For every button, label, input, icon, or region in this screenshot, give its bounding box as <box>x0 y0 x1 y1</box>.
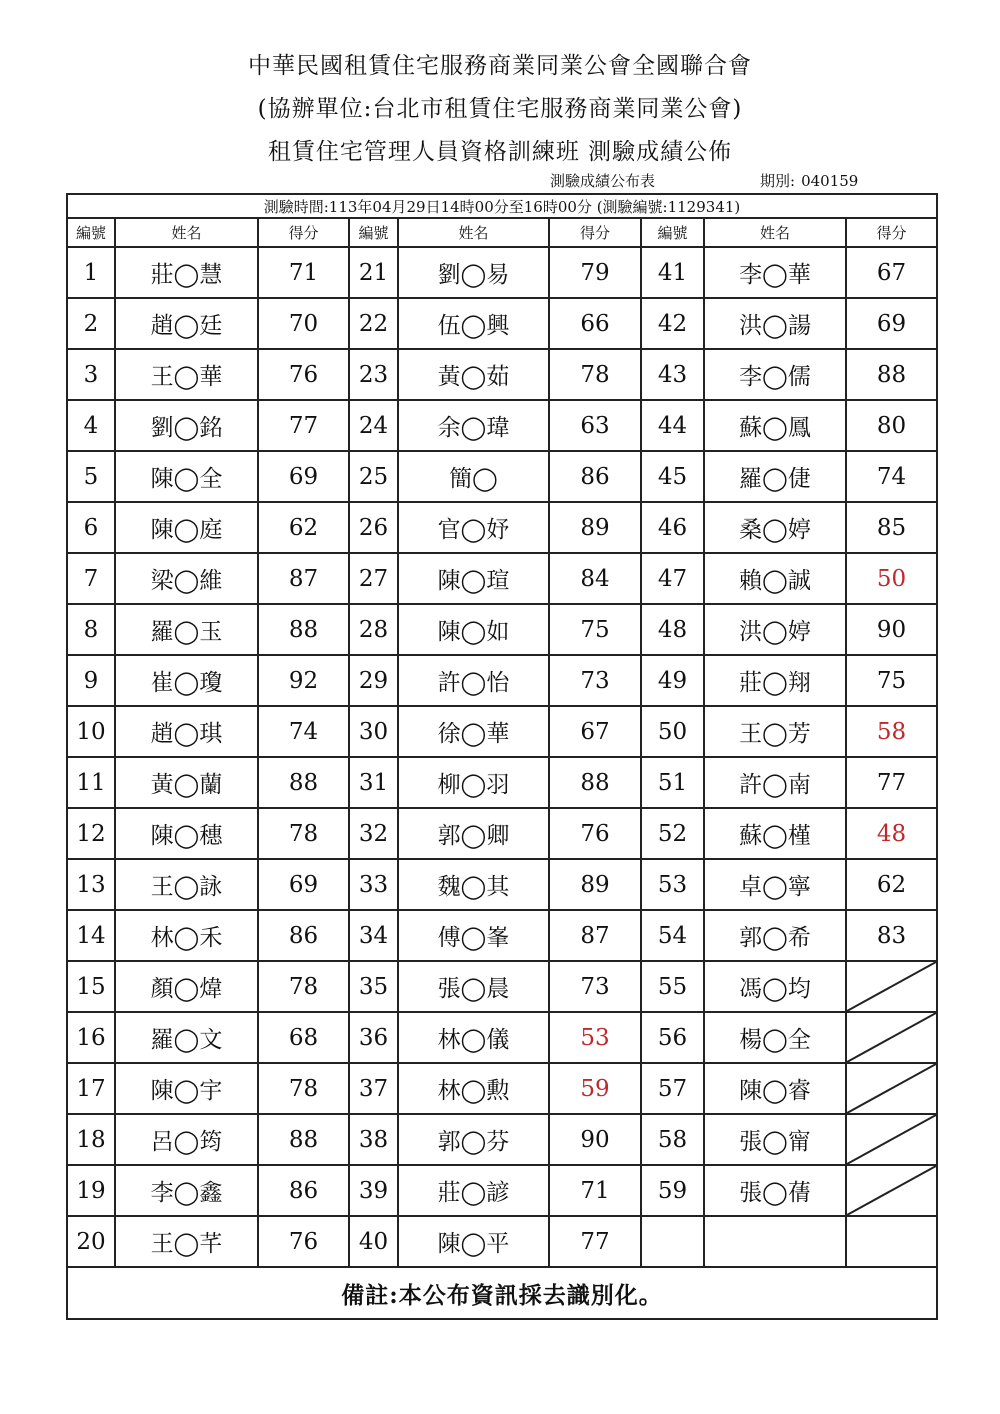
entry-id: 1 <box>67 247 115 298</box>
entry-name: 許◯南 <box>704 757 846 808</box>
entry-id: 58 <box>641 1114 704 1165</box>
entry-id: 45 <box>641 451 704 502</box>
entry-name: 陳◯宇 <box>115 1063 258 1114</box>
empty-cell <box>704 1216 846 1267</box>
entry-score: 53 <box>549 1012 641 1063</box>
entry-name: 梁◯維 <box>115 553 258 604</box>
entry-id: 43 <box>641 349 704 400</box>
entry-score: 76 <box>549 808 641 859</box>
table-row <box>67 451 937 502</box>
entry-id: 16 <box>67 1012 115 1063</box>
entry-score: 48 <box>846 808 937 859</box>
entry-score: 79 <box>549 247 641 298</box>
entry-name: 黃◯蘭 <box>115 757 258 808</box>
table-row <box>67 757 937 808</box>
entry-name: 王◯詠 <box>115 859 258 910</box>
table-row <box>67 910 937 961</box>
entry-score: 69 <box>258 451 349 502</box>
entry-id: 50 <box>641 706 704 757</box>
entry-id: 27 <box>349 553 398 604</box>
entry-name: 林◯禾 <box>115 910 258 961</box>
entry-name: 官◯妤 <box>398 502 549 553</box>
entry-score: 86 <box>258 1165 349 1216</box>
table-row <box>67 1063 937 1114</box>
entry-name: 陳◯平 <box>398 1216 549 1267</box>
entry-id: 2 <box>67 298 115 349</box>
entry-name: 郭◯卿 <box>398 808 549 859</box>
entry-score: 90 <box>846 604 937 655</box>
entry-name: 李◯鑫 <box>115 1165 258 1216</box>
entry-score: 78 <box>258 808 349 859</box>
col-header-score: 得分 <box>846 218 937 247</box>
entry-name: 黃◯茹 <box>398 349 549 400</box>
entry-score: 75 <box>549 604 641 655</box>
entry-name: 陳◯瑄 <box>398 553 549 604</box>
entry-id: 3 <box>67 349 115 400</box>
period-label: 期別: <box>760 172 796 190</box>
entry-id: 5 <box>67 451 115 502</box>
period-info <box>760 170 858 191</box>
entry-name: 崔◯瓊 <box>115 655 258 706</box>
entry-id: 6 <box>67 502 115 553</box>
entry-name: 賴◯誠 <box>704 553 846 604</box>
entry-name: 卓◯寧 <box>704 859 846 910</box>
entry-name: 楊◯全 <box>704 1012 846 1063</box>
entry-score: 84 <box>549 553 641 604</box>
table-row <box>67 1165 937 1216</box>
col-header-id: 編號 <box>67 218 115 247</box>
entry-score: 74 <box>258 706 349 757</box>
entry-id: 34 <box>349 910 398 961</box>
entry-id: 44 <box>641 400 704 451</box>
col-header-score: 得分 <box>258 218 349 247</box>
entry-score: 89 <box>549 502 641 553</box>
entry-id: 35 <box>349 961 398 1012</box>
entry-name: 劉◯銘 <box>115 400 258 451</box>
entry-id: 9 <box>67 655 115 706</box>
entry-name: 洪◯婷 <box>704 604 846 655</box>
entry-score: 77 <box>258 400 349 451</box>
entry-id: 22 <box>349 298 398 349</box>
table-row <box>67 859 937 910</box>
entry-score: 66 <box>549 298 641 349</box>
entry-score: 67 <box>846 247 937 298</box>
header-row <box>67 218 937 247</box>
entry-id: 19 <box>67 1165 115 1216</box>
period-value: 040159 <box>801 172 859 190</box>
entry-score: 89 <box>549 859 641 910</box>
table-row <box>67 247 937 298</box>
table-row <box>67 298 937 349</box>
entry-score: 76 <box>258 349 349 400</box>
entry-id: 56 <box>641 1012 704 1063</box>
entry-score: 76 <box>258 1216 349 1267</box>
entry-id: 46 <box>641 502 704 553</box>
entry-score: 69 <box>846 298 937 349</box>
entry-score: 58 <box>846 706 937 757</box>
entry-name: 郭◯芬 <box>398 1114 549 1165</box>
entry-score: 88 <box>258 1114 349 1165</box>
entry-id: 51 <box>641 757 704 808</box>
entry-score: 68 <box>258 1012 349 1063</box>
table-row <box>67 961 937 1012</box>
entry-score: 83 <box>846 910 937 961</box>
entry-name: 羅◯玉 <box>115 604 258 655</box>
entry-score: 85 <box>846 502 937 553</box>
entry-name: 莊◯翔 <box>704 655 846 706</box>
entry-id: 28 <box>349 604 398 655</box>
entry-name: 王◯芊 <box>115 1216 258 1267</box>
entry-score: 87 <box>258 553 349 604</box>
col-header-name: 姓名 <box>398 218 549 247</box>
table-label: 測驗成績公布表 <box>550 172 656 190</box>
entry-id: 8 <box>67 604 115 655</box>
entry-id: 21 <box>349 247 398 298</box>
entry-score: 63 <box>549 400 641 451</box>
col-header-id: 編號 <box>349 218 398 247</box>
table-row <box>67 655 937 706</box>
entry-id: 23 <box>349 349 398 400</box>
entry-score: 78 <box>258 1063 349 1114</box>
entry-id: 32 <box>349 808 398 859</box>
entry-id: 54 <box>641 910 704 961</box>
entry-score: 88 <box>258 604 349 655</box>
entry-name: 馮◯均 <box>704 961 846 1012</box>
entry-score: 69 <box>258 859 349 910</box>
entry-score: 86 <box>258 910 349 961</box>
entry-name: 魏◯其 <box>398 859 549 910</box>
entry-id: 52 <box>641 808 704 859</box>
table-row <box>67 1114 937 1165</box>
entry-id: 53 <box>641 859 704 910</box>
col-header-score: 得分 <box>549 218 641 247</box>
absent-slash <box>846 1165 937 1216</box>
entry-id: 12 <box>67 808 115 859</box>
entry-id: 59 <box>641 1165 704 1216</box>
entry-name: 許◯怡 <box>398 655 549 706</box>
entry-score: 67 <box>549 706 641 757</box>
footer-note: 備註:本公布資訊採去識別化。 <box>67 1267 937 1319</box>
entry-name: 柳◯羽 <box>398 757 549 808</box>
entry-name: 李◯儒 <box>704 349 846 400</box>
entry-name: 余◯瑋 <box>398 400 549 451</box>
entry-name: 劉◯易 <box>398 247 549 298</box>
entry-score: 86 <box>549 451 641 502</box>
entry-score: 59 <box>549 1063 641 1114</box>
entry-id: 18 <box>67 1114 115 1165</box>
entry-id: 15 <box>67 961 115 1012</box>
title-line-3: 租賃住宅管理人員資格訓練班 測驗成績公佈 <box>267 139 733 165</box>
entry-id: 7 <box>67 553 115 604</box>
entry-score: 74 <box>846 451 937 502</box>
col-header-name: 姓名 <box>704 218 846 247</box>
entry-name: 簡◯ <box>398 451 549 502</box>
entry-id: 39 <box>349 1165 398 1216</box>
entry-name: 陳◯穗 <box>115 808 258 859</box>
table-row <box>67 604 937 655</box>
col-header-id: 編號 <box>641 218 704 247</box>
entry-id: 26 <box>349 502 398 553</box>
absent-slash <box>846 1114 937 1165</box>
entry-name: 羅◯倢 <box>704 451 846 502</box>
entry-name: 陳◯全 <box>115 451 258 502</box>
table-row <box>67 1216 937 1267</box>
entry-id: 14 <box>67 910 115 961</box>
entry-name: 李◯華 <box>704 247 846 298</box>
entry-score: 88 <box>549 757 641 808</box>
results-table <box>66 193 938 1320</box>
entry-id: 49 <box>641 655 704 706</box>
entry-id: 40 <box>349 1216 398 1267</box>
entry-name: 林◯勲 <box>398 1063 549 1114</box>
entry-id: 57 <box>641 1063 704 1114</box>
entry-id: 20 <box>67 1216 115 1267</box>
entry-score: 87 <box>549 910 641 961</box>
entry-id: 37 <box>349 1063 398 1114</box>
entry-name: 陳◯睿 <box>704 1063 846 1114</box>
entry-id: 47 <box>641 553 704 604</box>
entry-name: 趙◯琪 <box>115 706 258 757</box>
entry-id: 25 <box>349 451 398 502</box>
entry-id: 55 <box>641 961 704 1012</box>
entry-name: 郭◯希 <box>704 910 846 961</box>
entry-name: 林◯儀 <box>398 1012 549 1063</box>
entry-score: 50 <box>846 553 937 604</box>
entry-id: 29 <box>349 655 398 706</box>
absent-slash <box>846 961 937 1012</box>
entry-name: 蘇◯鳳 <box>704 400 846 451</box>
entry-score: 78 <box>258 961 349 1012</box>
entry-id: 31 <box>349 757 398 808</box>
entry-name: 張◯晨 <box>398 961 549 1012</box>
entry-id: 10 <box>67 706 115 757</box>
entry-name: 呂◯筠 <box>115 1114 258 1165</box>
entry-score: 62 <box>846 859 937 910</box>
entry-score: 77 <box>846 757 937 808</box>
entry-name: 陳◯如 <box>398 604 549 655</box>
entry-id: 13 <box>67 859 115 910</box>
entry-name: 莊◯慧 <box>115 247 258 298</box>
entry-id: 17 <box>67 1063 115 1114</box>
entry-score: 73 <box>549 655 641 706</box>
entry-score: 75 <box>846 655 937 706</box>
entry-score: 71 <box>258 247 349 298</box>
entry-name: 蘇◯槿 <box>704 808 846 859</box>
entry-id: 36 <box>349 1012 398 1063</box>
entry-name: 洪◯諹 <box>704 298 846 349</box>
entry-name: 桑◯婷 <box>704 502 846 553</box>
entry-score: 71 <box>549 1165 641 1216</box>
empty-cell <box>641 1216 704 1267</box>
entry-name: 羅◯文 <box>115 1012 258 1063</box>
absent-slash <box>846 1012 937 1063</box>
empty-cell <box>846 1216 937 1267</box>
entry-id: 38 <box>349 1114 398 1165</box>
entry-name: 莊◯諺 <box>398 1165 549 1216</box>
title-line-2: (協辦單位:台北市租賃住宅服務商業同業公會) <box>257 96 743 122</box>
entry-score: 88 <box>846 349 937 400</box>
exam-info: 測驗時間:113年04月29日14時00分至16時00分 (測驗編號:1129341) <box>67 194 937 218</box>
title-line-1: 中華民國租賃住宅服務商業同業公會全國聯合會 <box>248 53 752 79</box>
entry-score: 90 <box>549 1114 641 1165</box>
table-row <box>67 1012 937 1063</box>
absent-slash <box>846 1063 937 1114</box>
entry-score: 73 <box>549 961 641 1012</box>
entry-id: 11 <box>67 757 115 808</box>
table-row <box>67 349 937 400</box>
entry-name: 張◯甯 <box>704 1114 846 1165</box>
entry-score: 62 <box>258 502 349 553</box>
entry-score: 77 <box>549 1216 641 1267</box>
entry-id: 41 <box>641 247 704 298</box>
entry-score: 92 <box>258 655 349 706</box>
entry-score: 80 <box>846 400 937 451</box>
table-row <box>67 706 937 757</box>
entry-name: 伍◯興 <box>398 298 549 349</box>
entry-name: 顏◯煒 <box>115 961 258 1012</box>
entry-id: 48 <box>641 604 704 655</box>
table-row <box>67 808 937 859</box>
entry-id: 4 <box>67 400 115 451</box>
entry-name: 徐◯華 <box>398 706 549 757</box>
entry-name: 王◯芳 <box>704 706 846 757</box>
entry-id: 33 <box>349 859 398 910</box>
entry-name: 張◯蒨 <box>704 1165 846 1216</box>
entry-name: 趙◯廷 <box>115 298 258 349</box>
entry-score: 88 <box>258 757 349 808</box>
table-row <box>67 502 937 553</box>
entry-id: 24 <box>349 400 398 451</box>
entry-name: 傅◯峯 <box>398 910 549 961</box>
entry-score: 70 <box>258 298 349 349</box>
entry-id: 42 <box>641 298 704 349</box>
table-row <box>67 400 937 451</box>
table-row <box>67 553 937 604</box>
col-header-name: 姓名 <box>115 218 258 247</box>
footer-row <box>67 1267 937 1319</box>
entry-name: 王◯華 <box>115 349 258 400</box>
entry-name: 陳◯庭 <box>115 502 258 553</box>
entry-id: 30 <box>349 706 398 757</box>
entry-score: 78 <box>549 349 641 400</box>
